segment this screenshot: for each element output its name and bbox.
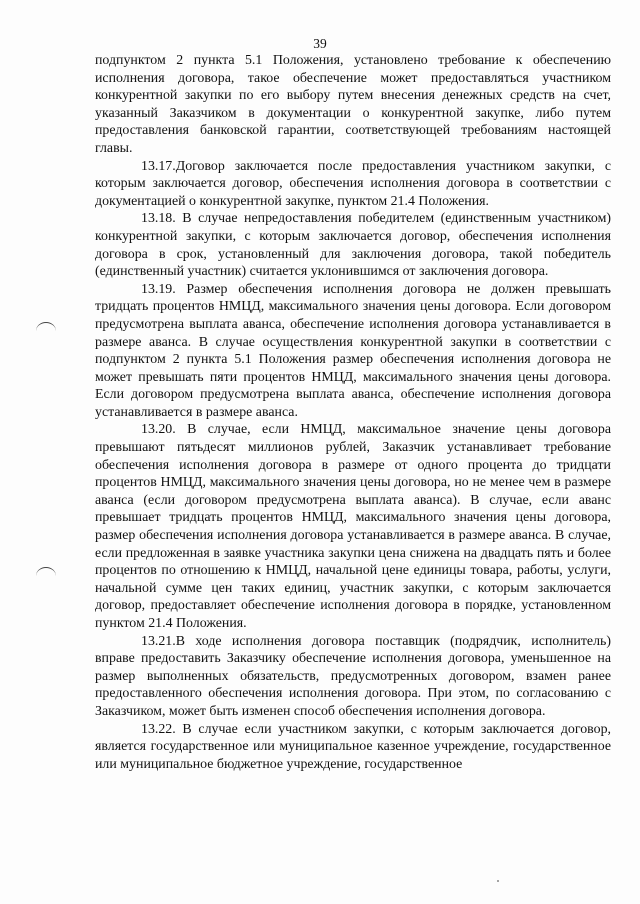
page-number: 39	[313, 36, 327, 51]
paragraph-13-21: 13.21.В ходе исполнения договора поставщик (подрядчик, исполнитель) вправе предоставить Заказчику обеспечение исполнения договора, уменьшенное на размер выполненных обязательств, предусмотренных договором, взамен ранее предоставленного обеспечения исполнения договора. При этом, по согласованию с Заказчиком, может быть изменен способ обеспечения исполнения договора.	[95, 633, 611, 719]
paragraph-13-22: 13.22. В случае если участником закупки, с которым заключается договор, является государственное или муниципальное казенное учреждение, государственное или муниципальное бюджетное учреждение, государственное	[95, 721, 611, 772]
paragraph-13-17: 13.17.Договор заключается после предоставления участником закупки, с которым заключается договор, обеспечения исполнения договора в соответствии с документацией о конкурентной закупке, пунктом 21.4 Положения.	[95, 158, 611, 209]
binding-mark-top	[36, 322, 56, 331]
paragraph-13-18: 13.18. В случае непредоставления победителем (единственным участником) конкурентной закупки, с которым заключается договор, обеспечения исполнения договора в срок, установленный для заключения договора, такой победитель (единственный участник) считается уклонившимся от заключения договора.	[95, 211, 611, 280]
paragraph-continuation: подпунктом 2 пункта 5.1 Положения, установлено требование к обеспечению исполнения договора, такое обеспечение может предоставляться участником конкурентной закупки по его выбору путем внесения денежных средств на счет, указанный Заказчиком в документации о конкурентной закупке, либо путем предоставления банковской гарантии, соответствующей требованиям настоящей главы.	[95, 53, 611, 156]
paragraph-13-20: 13.20. В случае, если НМЦД, максимальное значение цены договора превышают пятьдесят миллионов рублей, Заказчик устанавливает требование обеспечения исполнения договора в размере от одного процента до тридцати процентов НМЦД, максимального значения цены договора, но не менее чем в размере аванса (если договором предусмотрена выплата аванса). В случае, если аванс превышает тридцать процентов НМЦД, максимального значения цены договора, размер обеспечения исполнения договора устанавливается в размере аванса. В случае, если предложенная в заявке участника закупки цена снижена на двадцать пять и более процентов по отношению к НМЦД, начальной цене единицы товара, работы, услуги, начальной сумме цен таких единиц, участник закупки, с которым заключается договор, предоставляет обеспечение исполнения договора в порядке, установленном пунктом 21.4 Положения.	[95, 422, 611, 631]
binding-mark-bottom	[36, 567, 56, 576]
paragraph-13-19: 13.19. Размер обеспечения исполнения договора не должен превышать тридцать процентов НМЦД, максимального значения цены договора. Если договором предусмотрена выплата аванса, обеспечение исполнения договора устанавливается в размере аванса. В случае осуществления конкурентной закупки в соответствии с подпунктом 2 пункта 5.1 Положения размер обеспечения исполнения договора не может превышать пяти процентов НМЦД, максимального значения цены договора. Если договором предусмотрена выплата аванса, обеспечение исполнения договора устанавливается в размере аванса.	[95, 281, 611, 420]
scan-speck	[497, 880, 499, 882]
document-body	[95, 52, 611, 773]
